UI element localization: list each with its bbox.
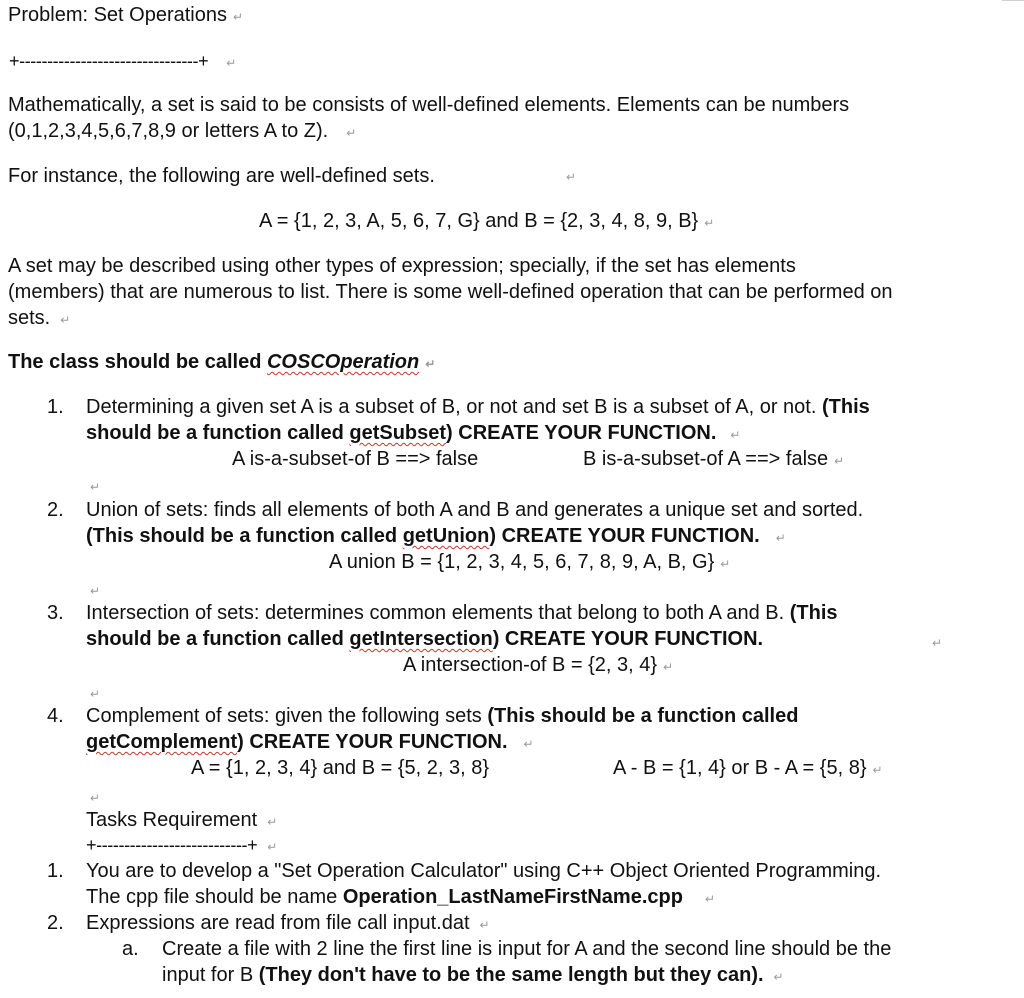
description-line-3-text: sets. bbox=[8, 307, 51, 329]
item-4-line-2-suffix: ) CREATE YOUR FUNCTION. bbox=[237, 731, 508, 753]
task-2-line-1 bbox=[86, 910, 490, 938]
paragraph-mark: ↵ bbox=[720, 557, 731, 571]
paragraph-mark: ↵ bbox=[90, 791, 101, 805]
page-corner-mark bbox=[1002, 0, 1024, 5]
item-4-result-a: A = {1, 2, 3, 4} and B = {5, 2, 3, 8} bbox=[191, 757, 490, 779]
intro-line-2-text: (0,1,2,3,4,5,6,7,8,9 or letters A to Z). bbox=[8, 120, 329, 142]
intro-line-1: Mathematically, a set is said to be consists of well-defined elements. Elements can be numbers bbox=[8, 94, 850, 116]
tasks-heading bbox=[86, 807, 277, 835]
intro-line-2 bbox=[8, 118, 356, 146]
divider-top-text: +--------------------------------+ bbox=[9, 51, 209, 71]
item-2-line-2-prefix: (This should be a function called bbox=[86, 525, 403, 547]
paragraph-mark: ↵ bbox=[704, 216, 715, 230]
task-2-text: Expressions are read from file call input.dat bbox=[86, 912, 470, 934]
item-4-text: Complement of sets: given the following sets bbox=[86, 705, 488, 727]
paragraph-mark: ↵ bbox=[90, 480, 101, 494]
task-1-line-1: You are to develop a "Set Operation Calculator" using C++ Object Oriented Programming. bbox=[86, 860, 882, 882]
subtask-a-bold-text: (They don't have to be the same length but they can). bbox=[258, 964, 764, 986]
item-4-result-b bbox=[613, 755, 883, 783]
item-2-line-2-suffix: ) CREATE YOUR FUNCTION. bbox=[489, 525, 760, 547]
item-2-result-text: A union B = {1, 2, 3, 4, 5, 6, 7, 8, 9, A, B, G} bbox=[329, 551, 715, 573]
item-3-line-1 bbox=[86, 600, 838, 626]
subtask-a-line-2 bbox=[162, 962, 784, 990]
item-4-bold-text: (This should be a function called bbox=[487, 705, 799, 727]
item-1-bold-text: (This bbox=[821, 396, 870, 418]
item-4-result-b-text: A - B = {1, 4} or B - A = {5, 8} bbox=[613, 757, 867, 779]
paragraph-mark: ↵ bbox=[704, 892, 715, 906]
item-1-result-b-text: B is-a-subset-of A ==> false bbox=[583, 448, 829, 470]
function-name-getsubset: getSubset bbox=[349, 422, 447, 444]
paragraph-mark: ↵ bbox=[663, 660, 674, 674]
item-2-line-2 bbox=[86, 523, 786, 551]
item-3-line-2-prefix: should be a function called bbox=[86, 628, 350, 650]
example-sets-text: A = {1, 2, 3, A, 5, 6, 7, G} and B = {2, 3, 4, 8, 9, B} bbox=[259, 210, 699, 232]
item-1-result-b bbox=[583, 446, 844, 474]
paragraph-mark: ↵ bbox=[267, 815, 278, 829]
task-1-number: 1. bbox=[47, 860, 64, 882]
paragraph-mark: ↵ bbox=[90, 584, 101, 598]
description-line-3 bbox=[8, 305, 70, 333]
item-3-bold-text: (This bbox=[789, 602, 838, 624]
task-2-number: 2. bbox=[47, 912, 64, 934]
paragraph-mark: ↵ bbox=[479, 918, 490, 932]
item-2-line-1: Union of sets: finds all elements of both A and B and generates a unique set and sorted. bbox=[86, 499, 864, 521]
example-sets bbox=[259, 208, 714, 236]
function-name-getcomplement: getComplement bbox=[86, 731, 238, 753]
item-1-number: 1. bbox=[47, 396, 64, 418]
page-title bbox=[8, 2, 243, 30]
item-2-result bbox=[329, 549, 730, 577]
instance-text: For instance, the following are well-defined sets. bbox=[8, 165, 435, 187]
paragraph-mark: ↵ bbox=[566, 170, 577, 184]
subtask-a-line-2-text: input for B bbox=[162, 964, 259, 986]
item-1-line-1 bbox=[86, 394, 870, 420]
paragraph-mark: ↵ bbox=[773, 970, 784, 984]
paragraph-mark: ↵ bbox=[730, 428, 741, 442]
item-1-line-2-suffix: ) CREATE YOUR FUNCTION. bbox=[446, 422, 717, 444]
paragraph-mark: ↵ bbox=[60, 313, 71, 327]
paragraph-mark: ↵ bbox=[267, 840, 277, 854]
task-1-line-2 bbox=[86, 884, 715, 912]
paragraph-mark: ↵ bbox=[346, 126, 357, 140]
item-1-text: Determining a given set A is a subset of B, or not and set B is a subset of A, or not. bbox=[86, 396, 822, 418]
item-4-line-1 bbox=[86, 703, 798, 729]
item-1-result-a: A is-a-subset-of B ==> false bbox=[232, 448, 479, 470]
item-3-text: Intersection of sets: determines common elements that belong to both A and B. bbox=[86, 602, 790, 624]
item-4-number: 4. bbox=[47, 705, 64, 727]
cpp-filename: Operation_LastNameFirstName.cpp bbox=[342, 886, 683, 908]
class-name: COSCOperation bbox=[266, 351, 420, 373]
subtask-a-label: a. bbox=[122, 938, 139, 960]
paragraph-mark: ↵ bbox=[932, 636, 943, 650]
item-1-line-2-prefix: should be a function called bbox=[86, 422, 350, 444]
tasks-divider bbox=[86, 832, 277, 860]
item-3-result bbox=[403, 652, 673, 680]
item-3-result-text: A intersection-of B = {2, 3, 4} bbox=[403, 654, 658, 676]
class-heading bbox=[8, 349, 435, 377]
function-name-getunion: getUnion bbox=[402, 525, 490, 547]
item-1-line-2 bbox=[86, 420, 740, 448]
item-4-line-2 bbox=[86, 729, 534, 757]
paragraph-mark: ↵ bbox=[523, 737, 534, 751]
divider-top bbox=[9, 48, 236, 76]
description-line-2: (members) that are numerous to list. There is some well-defined operation that can be performed on bbox=[8, 281, 893, 303]
paragraph-mark: ↵ bbox=[872, 763, 883, 777]
paragraph-mark: ↵ bbox=[90, 687, 101, 701]
title-text: Problem: Set Operations bbox=[8, 4, 227, 26]
tasks-heading-text: Tasks Requirement bbox=[86, 809, 258, 831]
paragraph-mark: ↵ bbox=[226, 56, 236, 70]
function-name-getintersection: getIntersection bbox=[349, 628, 493, 650]
item-2-number: 2. bbox=[47, 499, 64, 521]
description-line-1: A set may be described using other types of expression; specially, if the set has elements bbox=[8, 255, 796, 277]
subtask-a-line-1: Create a file with 2 line the first line is input for A and the second line should be the bbox=[162, 938, 892, 960]
tasks-divider-text: +---------------------------+ bbox=[86, 835, 258, 855]
paragraph-mark: ↵ bbox=[233, 10, 244, 24]
task-1-line-2-text: The cpp file should be name bbox=[86, 886, 343, 908]
paragraph-mark: ↵ bbox=[834, 454, 845, 468]
item-3-line-2-suffix: ) CREATE YOUR FUNCTION. bbox=[492, 628, 764, 650]
class-heading-prefix: The class should be called bbox=[8, 351, 267, 373]
item-3-number: 3. bbox=[47, 602, 64, 624]
paragraph-mark: ↵ bbox=[775, 531, 786, 545]
item-3-line-2 bbox=[86, 626, 763, 652]
paragraph-mark: ↵ bbox=[425, 357, 436, 371]
